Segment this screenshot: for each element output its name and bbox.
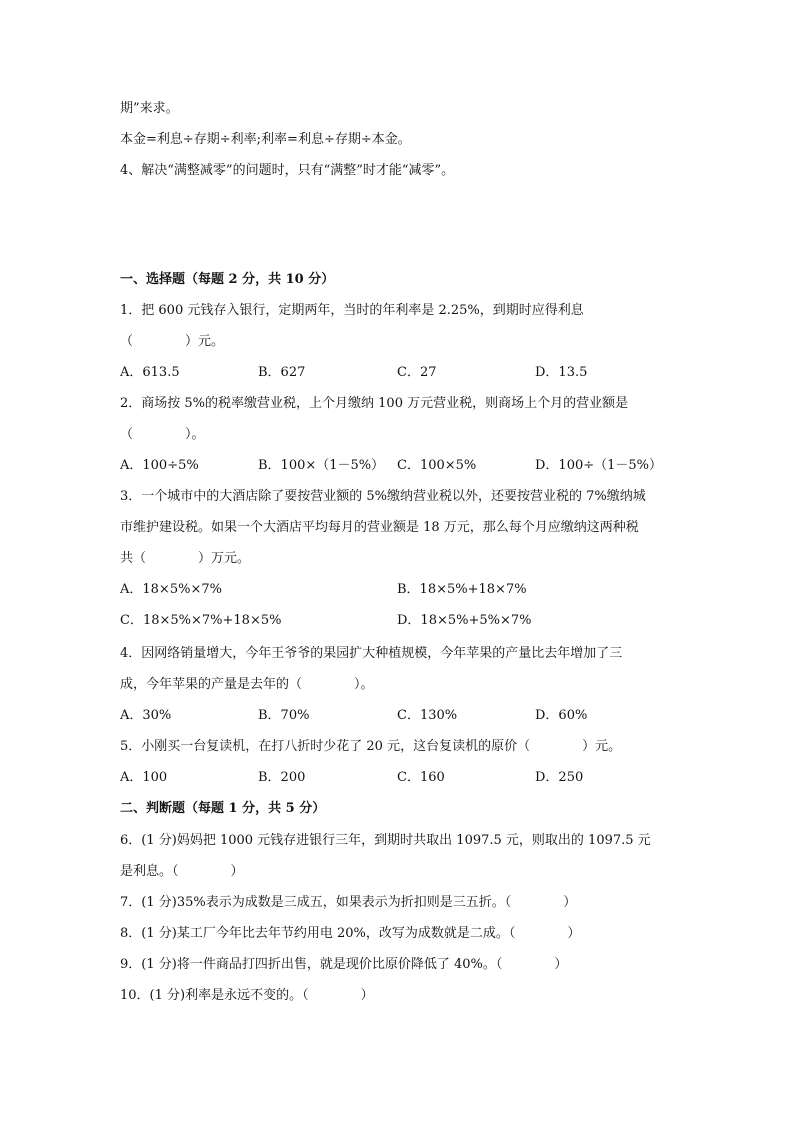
section-title-judgment: 二、判断题（每题 1 分，共 5 分） — [120, 801, 326, 816]
question-2-option-a: A．100÷5% — [120, 458, 199, 473]
question-1-option-c: C．27 — [397, 365, 437, 380]
question-3-blank: 共（ ）万元。 — [120, 551, 251, 566]
question-6-blank: 是利息。（ ） — [120, 864, 244, 879]
question-2-option-c: C．100×5% — [397, 458, 477, 473]
question-3-text-2: 市维护建设税。如果一个大酒店平均每月的营业额是 18 万元，那么每个月应缴纳这两种税 — [120, 520, 639, 535]
question-4-option-d: D．60% — [535, 708, 588, 723]
question-2-blank: （ ）。 — [120, 427, 205, 442]
question-1-text: 1．把 600 元钱存入银行，定期两年，当时的年利率是 2.25%，到期时应得利息 — [120, 303, 584, 318]
question-3-option-b: B．18×5%+18×7% — [397, 582, 527, 597]
question-8-text: 8．(1 分)某工厂今年比去年节约用电 20%，改写为成数就是二成。（ ） — [120, 926, 581, 941]
question-5-text: 5．小刚买一台复读机，在打八折时少花了 20 元，这台复读机的原价（ ）元。 — [120, 739, 622, 754]
question-1-option-b: B．627 — [258, 365, 306, 380]
question-4-blank: 成，今年苹果的产量是去年的（ ）。 — [120, 677, 374, 692]
question-4-option-b: B．70% — [258, 708, 310, 723]
question-7-text: 7．(1 分)35%表示为成数是三成五，如果表示为折扣则是三五折。（ ） — [120, 895, 577, 910]
intro-line-2: 本金=利息÷存期÷利率;利率=利息÷存期÷本金。 — [120, 132, 411, 147]
question-2-option-d: D．100÷（1－5%） — [535, 458, 663, 473]
question-5-option-b: B．200 — [258, 770, 306, 785]
question-3-option-d: D．18×5%+5%×7% — [397, 613, 532, 628]
question-4-option-c: C．130% — [397, 708, 458, 723]
question-5-option-d: D．250 — [535, 770, 584, 785]
question-4-option-a: A．30% — [120, 708, 172, 723]
question-1-option-d: D．13.5 — [535, 365, 588, 380]
question-5-option-c: C．160 — [397, 770, 445, 785]
section-title-choice: 一、选择题（每题 2 分，共 10 分） — [120, 272, 335, 287]
question-4-text: 4．因网络销量增大，今年王爷爷的果园扩大种植规模，今年苹果的产量比去年增加了三 — [120, 646, 623, 661]
intro-line-1: 期”来求。 — [120, 101, 179, 116]
question-3-option-a: A．18×5%×7% — [120, 582, 222, 597]
question-3-text-1: 3．一个城市中的大酒店除了要按营业额的 5%缴纳营业税以外，还要按营业税的 7%缴纳城 — [120, 489, 646, 504]
intro-line-3: 4、解决“满整减零”的问题时，只有“满整”时才能“减零”。 — [120, 163, 455, 178]
question-5-option-a: A．100 — [120, 770, 168, 785]
question-1-blank: （ ）元。 — [120, 334, 225, 349]
question-2-text: 2．商场按 5%的税率缴营业税，上个月缴纳 100 万元营业税，则商场上个月的营业额是 — [120, 396, 629, 411]
question-1-option-a: A．613.5 — [120, 365, 180, 380]
question-10-text: 10．(1 分)利率是永远不变的。（ ） — [120, 988, 374, 1003]
question-2-option-b: B．100×（1－5%） — [258, 458, 385, 473]
question-6-text: 6．(1 分)妈妈把 1000 元钱存进银行三年，到期时共取出 1097.5 元，则取出的 1097.5 元 — [120, 833, 651, 848]
question-9-text: 9．(1 分)将一件商品打四折出售，就是现价比原价降低了 40%。（ ） — [120, 957, 568, 972]
question-3-option-c: C．18×5%×7%+18×5% — [120, 613, 282, 628]
